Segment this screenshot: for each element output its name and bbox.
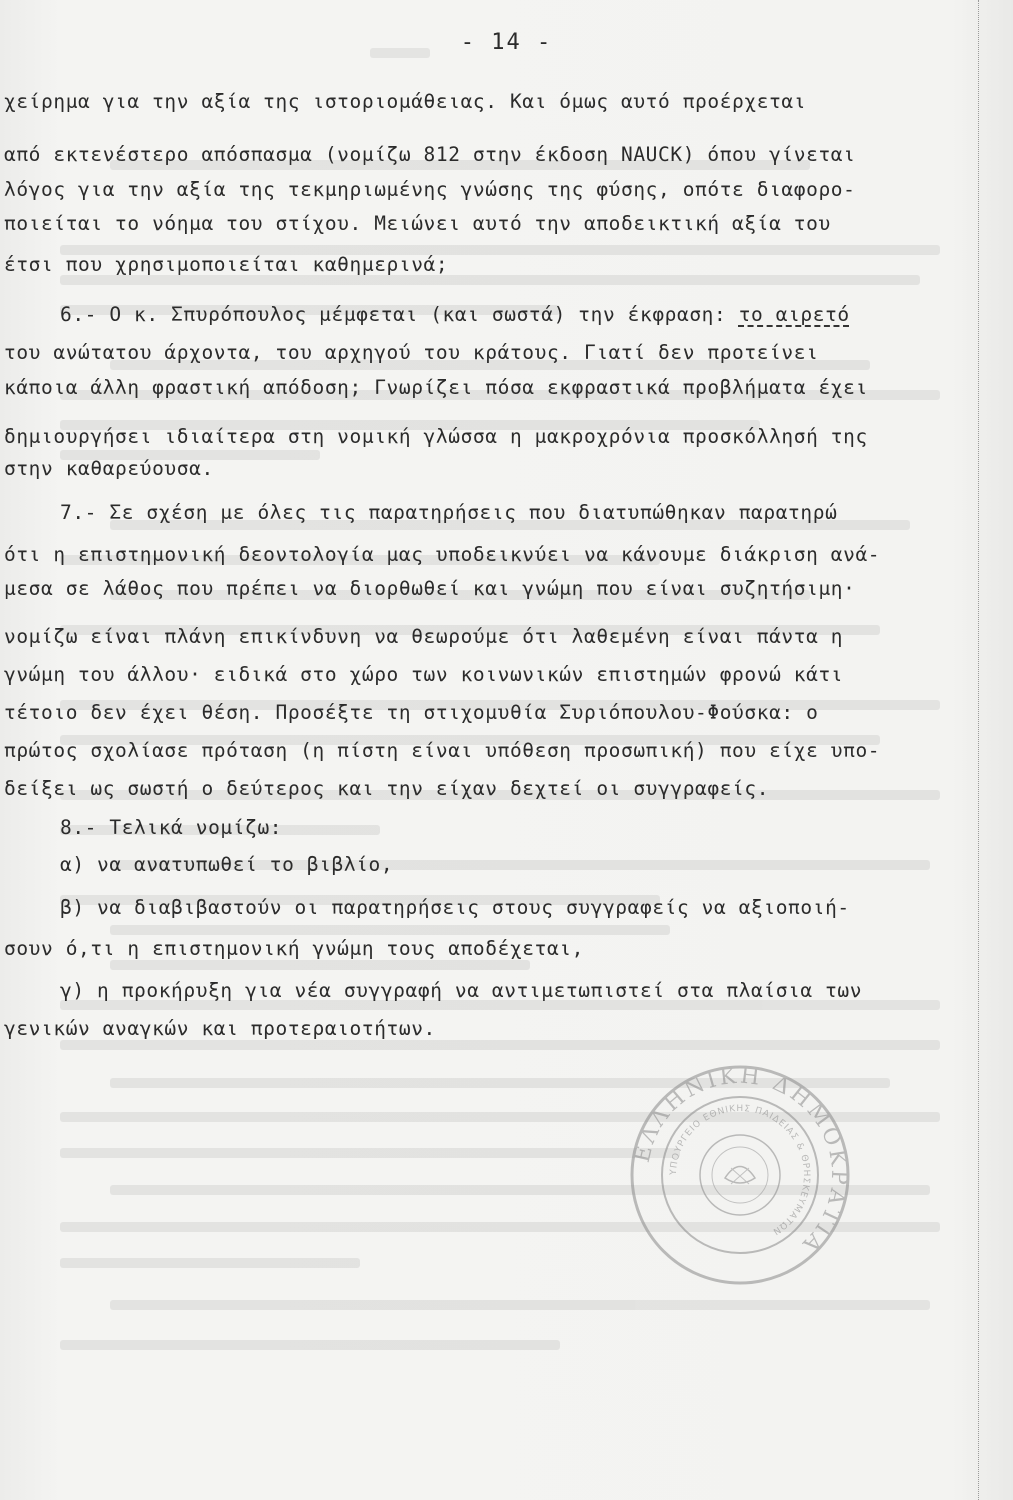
list-item-c: γ) η προκήρυξη για νέα συγγραφή να αντιμετωπιστεί στα πλαίσια των	[60, 979, 863, 1002]
text-line: λόγος για την αξία της τεκμηριωμένης γνώσης της φύσης, οπότε διαφορο-	[4, 178, 856, 201]
seal-inner-text: ΥΠΟΥΡΓΕΙΟ ΕΘΝΙΚΗΣ ΠΑΙΔΕΙΑΣ & ΘΡΗΣΚΕΥΜΑΤΩΝ	[668, 1103, 812, 1237]
text-line: μεσα σε λάθος που πρέπει να διορθωθεί και γνώμη που είναι συζητήσιμη·	[4, 577, 856, 600]
text-line: ποιείται το νόημα του στίχου. Μειώνει αυτό την αποδεικτική αξία του	[4, 212, 831, 235]
text-line: γενικών αναγκών και προτεραιοτήτων.	[4, 1017, 436, 1040]
text-line-item-6	[60, 302, 850, 328]
text-line: σουν ό,τι η επιστημονική γνώμη τους αποδέχεται,	[4, 937, 584, 960]
page-edge-line	[977, 0, 979, 1500]
page-number: - 14 -	[460, 30, 553, 55]
text-line: στην καθαρεύουσα.	[4, 457, 214, 480]
text-line: κάποια άλλη φραστική απόδοση; Γνωρίζει πόσα εκφραστικά προβλήματα έχει	[4, 376, 868, 399]
text-line: γνώμη του άλλου· ειδικά στο χώρο των κοινωνικών επιστημών φρονώ κάτι	[4, 663, 844, 686]
text-line: πρώτος σχολίασε πρόταση (η πίστη είναι υπόθεση προσωπική) που είχε υπο-	[4, 739, 881, 762]
text-line: 8.- Τελικά νομίζω:	[60, 816, 283, 839]
seal-outer-text: ΕΛΛΗΝΙΚΗ ΔΗΜΟΚΡΑΤΙΑ	[629, 1063, 852, 1259]
official-stamp-seal	[625, 1060, 855, 1290]
text-line: 7.- Σε σχέση με όλες τις παρατηρήσεις που διατυπώθηκαν παρατηρώ	[60, 501, 838, 524]
text-line: χείρημα για την αξία της ιστοριομάθειας. Και όμως αυτό προέρχεται	[4, 90, 807, 113]
text-line: ότι η επιστημονική δεοντολογία μας υποδεικνύει να κάνουμε διάκριση ανά-	[4, 543, 881, 566]
list-item-b: β) να διαβιβαστούν οι παρατηρήσεις στους συγγραφείς να αξιοποιή-	[60, 896, 850, 919]
item-6-underlined-phrase: το αιρετό	[738, 303, 850, 326]
svg-text:ΥΠΟΥΡΓΕΙΟ ΕΘΝΙΚΗΣ ΠΑΙΔΕΙΑΣ & Θ	[669, 1104, 811, 1237]
text-line: του ανώτατου άρχοντα, του αρχηγού του κράτους. Γιατί δεν προτείνει	[4, 341, 819, 364]
text-line: από εκτενέστερο απόσπασμα (νομίζω 812 στην έκδοση NAUCK) όπου γίνεται	[4, 143, 856, 166]
text-line: δημιουργήσει ιδιαίτερα στη νομική γλώσσα η μακροχρόνια προσκόλλησή της	[4, 425, 868, 448]
text-line: τέτοιο δεν έχει θέση. Προσέξτε τη στιχομυθία Συριόπουλου-Φούσκα: ο	[4, 701, 819, 724]
item-6-text: 6.- Ο κ. Σπυρόπουλος μέμφεται (και σωστά) την έκφραση:	[60, 303, 739, 326]
text-line: έτσι που χρησιμοποιείται καθημερινά;	[4, 253, 449, 276]
text-line: νομίζω είναι πλάνη επικίνδυνη να θεωρούμε ότι λαθεμένη είναι πάντα η	[4, 625, 844, 648]
text-line: δείξει ως σωστή ο δεύτερος και την είχαν δεχτεί οι συγγραφείς.	[4, 777, 770, 800]
list-item-a: α) να ανατυπωθεί το βιβλίο,	[60, 853, 394, 876]
